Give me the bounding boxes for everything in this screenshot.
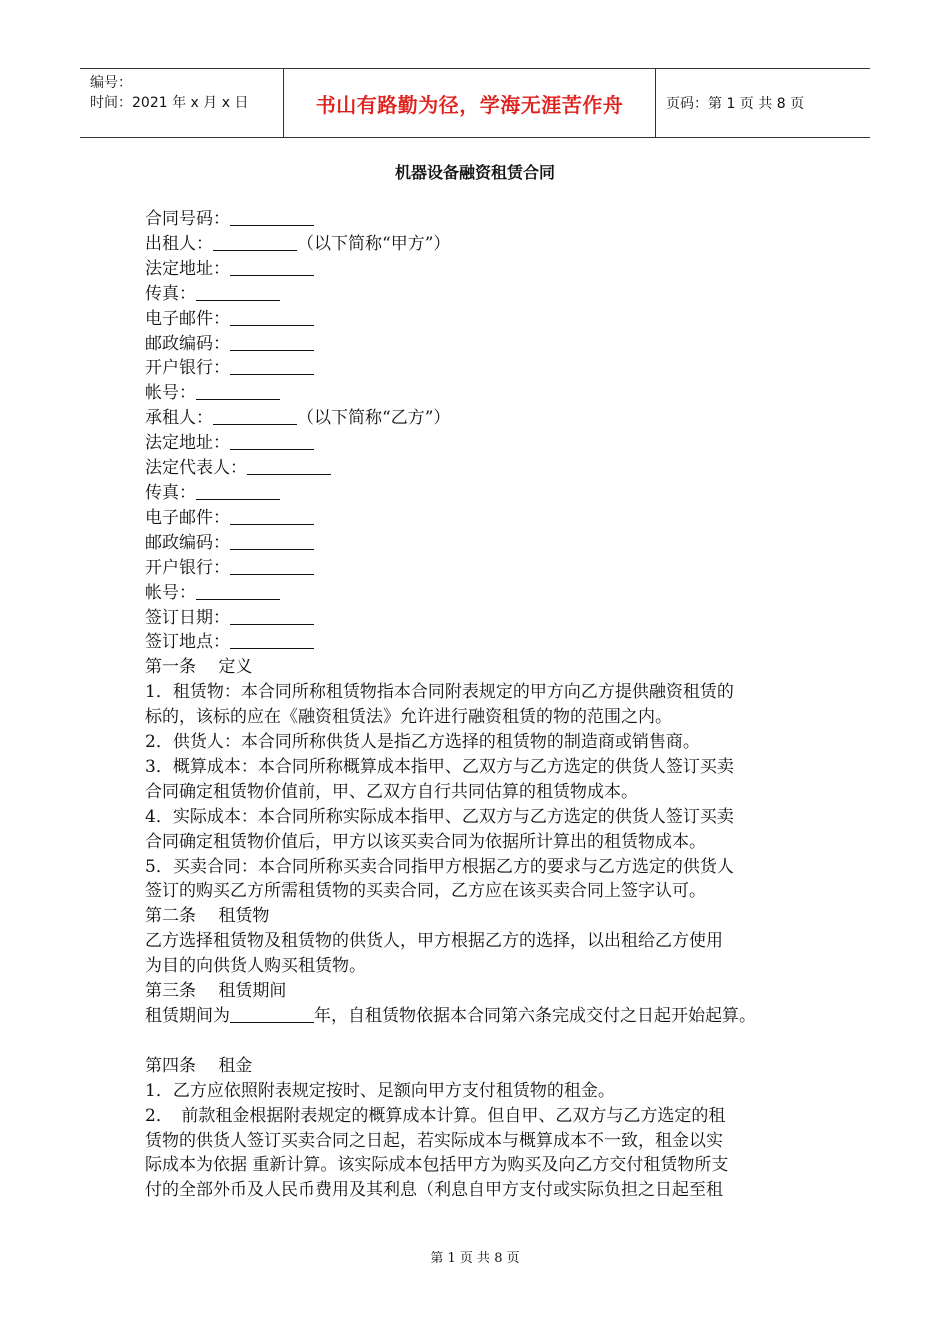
field-line: 法定地址：	[145, 257, 825, 282]
blank-line[interactable]	[230, 533, 314, 550]
paragraph-line: 为目的向供货人购买租赁物。	[145, 956, 366, 977]
field-line: 开户银行：	[145, 356, 825, 381]
field-line: 传真：	[145, 282, 825, 307]
blank-line[interactable]	[196, 284, 280, 301]
blank-line[interactable]	[230, 309, 314, 326]
spacer	[145, 1029, 825, 1054]
field-line: 签订日期：	[145, 606, 825, 631]
blank-line[interactable]	[230, 508, 314, 525]
field-line: 承租人： （以下简称“乙方”）	[145, 408, 451, 429]
field-line: 出租人： （以下简称“甲方”）	[145, 233, 451, 254]
blank-line[interactable]	[213, 234, 297, 251]
blank-line[interactable]	[213, 408, 297, 425]
paragraph-line: 1．租赁物：本合同所称租赁物指本合同附表规定的甲方向乙方提供融资租赁的	[145, 682, 734, 703]
paragraph-line: 3．概算成本：本合同所称概算成本指甲、乙双方与乙方选定的供货人签订买卖	[145, 756, 734, 777]
page-code: 页码：第 1 页 共 8 页	[666, 96, 805, 112]
header-left-cell	[80, 69, 283, 137]
field-line: 法定地址：	[145, 431, 825, 456]
document-title: 机器设备融资租赁合同	[394, 163, 555, 182]
paragraph-line: 付的全部外币及人民币费用及其利息（利息自甲方支付或实际负担之日起至租	[145, 1180, 723, 1201]
field-line: 邮政编码：	[145, 332, 825, 357]
article-heading: 第二条 租赁物	[145, 906, 270, 927]
paragraph-line: 标的，该标的应在《融资租赁法》允许进行融资租赁的物的范围之内。	[145, 707, 672, 728]
paragraph-line: 赁物的供货人签订买卖合同之日起，若实际成本与概算成本不一致，租金以实	[145, 1130, 723, 1151]
field-line: 电子邮件：	[145, 307, 825, 332]
time-label: 时间：2021 年 x 月 x 日	[90, 95, 249, 111]
blank-line[interactable]	[230, 358, 314, 375]
blank-line[interactable]	[247, 458, 331, 475]
field-line: 邮政编码：	[145, 531, 825, 556]
blank-line[interactable]	[230, 209, 314, 226]
paragraph-line: 合同确定租赁物价值后，甲方以该买卖合同为依据所计算出的租赁物成本。	[145, 831, 706, 852]
blank-line[interactable]	[196, 383, 280, 400]
field-line: 帐号：	[145, 581, 825, 606]
blank-line[interactable]	[230, 334, 314, 351]
paragraph-line: 合同确定租赁物价值前，甲、乙双方自行共同估算的租赁物成本。	[145, 781, 638, 802]
field-line: 帐号：	[145, 381, 825, 406]
blank-line[interactable]	[230, 259, 314, 276]
blank-line[interactable]	[230, 433, 314, 450]
article-heading: 第三条 租赁期间	[145, 981, 287, 1002]
blank-line[interactable]	[196, 483, 280, 500]
paragraph-line: 2． 前款租金根据附表规定的概算成本计算。但自甲、乙双方与乙方选定的租	[145, 1105, 726, 1126]
paragraph-line: 4．实际成本：本合同所称实际成本指甲、乙双方与乙方选定的供货人签订买卖	[145, 806, 734, 827]
blank-line[interactable]	[230, 608, 314, 625]
blank-line[interactable]	[230, 632, 314, 649]
blank-line[interactable]	[230, 558, 314, 575]
paragraph-line: 签订的购买乙方所需租赁物的买卖合同，乙方应在该买卖合同上签字认可。	[145, 881, 706, 902]
field-line: 签订地点：	[145, 630, 825, 655]
paragraph-line: 际成本为依据 重新计算。该实际成本包括甲方为购买及向乙方交付租赁物所支	[145, 1155, 729, 1176]
field-line: 法定代表人：	[145, 456, 825, 481]
paragraph-line: 乙方选择租赁物及租赁物的供货人，甲方根据乙方的选择，以出租给乙方使用	[145, 931, 723, 952]
article-heading: 第一条 定义	[145, 657, 253, 678]
header-table	[80, 68, 870, 138]
page-footer: 第 1 页 共 8 页	[430, 1251, 520, 1266]
motto: 书山有路勤为径，学海无涯苦作舟	[283, 69, 656, 137]
field-line: 开户银行：	[145, 556, 825, 581]
field-line: 合同号码：	[145, 207, 825, 232]
paragraph-line: 5．买卖合同：本合同所称买卖合同指甲方根据乙方的要求与乙方选定的供货人	[145, 856, 734, 877]
blank-line[interactable]	[196, 583, 280, 600]
paragraph-line: 租赁期间为 年，自租赁物依据本合同第六条完成交付之日起开始起算。	[145, 1006, 756, 1026]
blank-line[interactable]	[230, 1006, 314, 1023]
number-label: 编号：	[90, 75, 132, 91]
document-body	[145, 207, 825, 1203]
paragraph-line: 2．供货人：本合同所称供货人是指乙方选择的租赁物的制造商或销售商。	[145, 732, 700, 753]
paragraph-line: 1．乙方应依照附表规定按时、足额向甲方支付租赁物的租金。	[145, 1080, 615, 1101]
article-heading: 第四条 租金	[145, 1055, 253, 1076]
field-line: 传真：	[145, 481, 825, 506]
field-line: 电子邮件：	[145, 506, 825, 531]
